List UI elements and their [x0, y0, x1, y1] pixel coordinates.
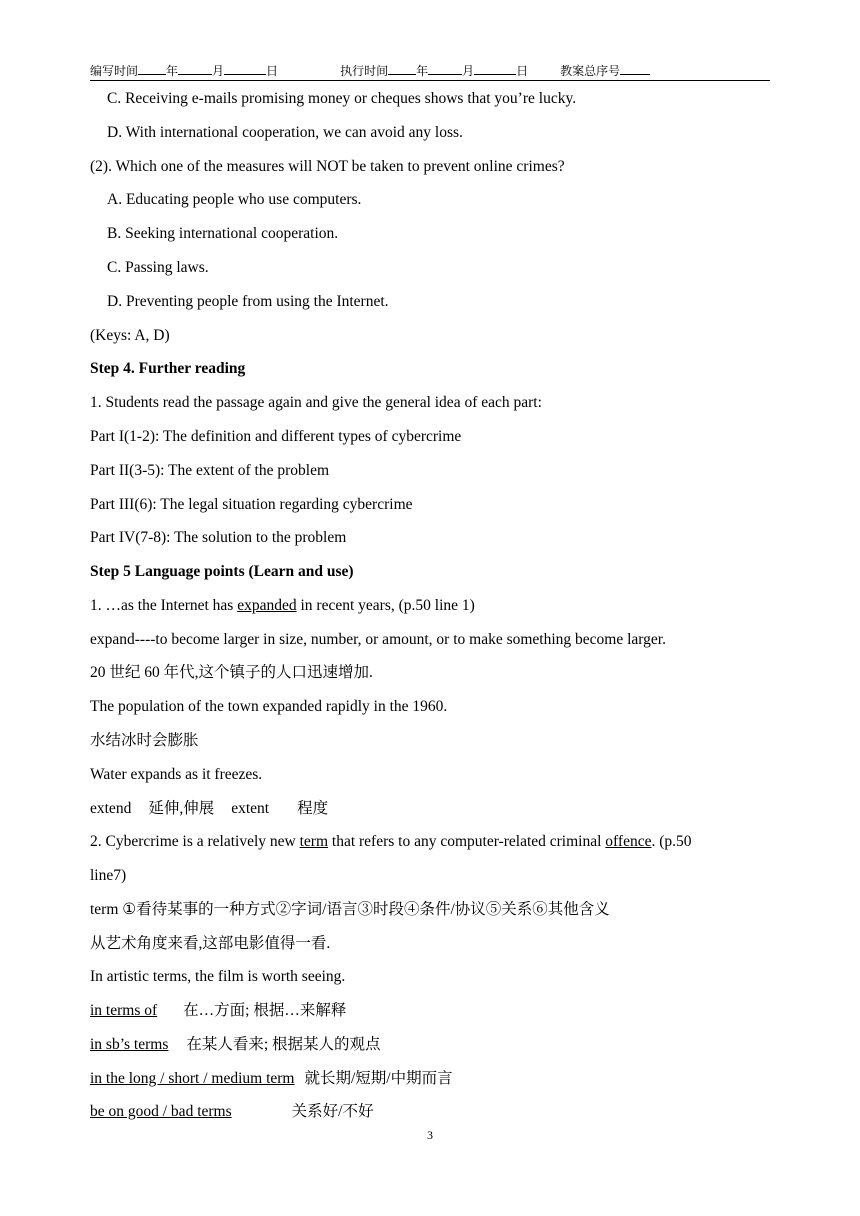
write-time-label: 编写时间	[90, 64, 139, 78]
phrase-line	[90, 1001, 346, 1021]
text-line: The population of the town expanded rapidly in the 1960.	[90, 698, 448, 715]
month-label: 月	[212, 64, 225, 78]
text-line: Part III(6): The legal situation regarding cybercrime	[90, 496, 413, 513]
text-line: 从艺术角度来看,这部电影值得一看.	[90, 935, 331, 952]
step-heading: Step 5 Language points (Learn and use)	[90, 563, 354, 580]
day-label: 日	[516, 64, 529, 78]
year-label: 年	[166, 64, 179, 78]
page-number: 3	[427, 1128, 433, 1142]
text-segment: . (p.50	[651, 833, 692, 850]
blank-field	[224, 62, 266, 75]
keyword: offence	[605, 833, 652, 850]
word: extent	[231, 800, 270, 817]
phrase: in the long / short / medium term	[90, 1070, 295, 1087]
phrase: in sb’s terms	[90, 1036, 169, 1053]
text-line: 1. Students read the passage again and give the general idea of each part:	[90, 394, 542, 411]
text-line: Water expands as it freezes.	[90, 766, 263, 783]
blank-field	[474, 62, 516, 75]
phrase-line	[90, 1102, 373, 1122]
text-line: 水结冰时会膨胀	[90, 732, 199, 749]
phrase: in terms of	[90, 1002, 158, 1019]
option-line: B. Seeking international cooperation.	[107, 225, 339, 242]
option-line: C. Receiving e-mails promising money or cheques shows that you’re lucky.	[107, 90, 577, 107]
blank-field	[178, 62, 212, 75]
serial-label: 教案总序号	[560, 64, 621, 78]
text-line	[90, 799, 328, 819]
text-line: Part II(3-5): The extent of the problem	[90, 462, 330, 479]
phrase: be on good / bad terms	[90, 1103, 232, 1120]
text-line: expand----to become larger in size, number, or amount, or to make something become larger.	[90, 631, 666, 648]
option-line: D. Preventing people from using the Internet.	[107, 293, 389, 310]
text-line: term ①看待某事的一种方式②字词/语言③时段④条件/协议⑤关系⑥其他含义	[90, 901, 610, 918]
meaning: 在…方面; 根据…来解释	[183, 1002, 347, 1019]
text-line	[90, 596, 475, 616]
text-segment: 2. Cybercrime is a relatively new	[90, 833, 300, 850]
option-line: D. With international cooperation, we can avoid any loss.	[107, 124, 463, 141]
question-line: (2). Which one of the measures will NOT be taken to prevent online crimes?	[90, 158, 565, 175]
page-header	[90, 62, 770, 81]
text-line: In artistic terms, the film is worth seeing.	[90, 968, 346, 985]
keyword: expanded	[237, 597, 297, 614]
phrase-line	[90, 1069, 453, 1089]
text-line: Part I(1-2): The definition and different types of cybercrime	[90, 428, 462, 445]
keys-line: (Keys: A, D)	[90, 327, 170, 344]
meaning: 程度	[297, 800, 329, 817]
text-line: Part IV(7-8): The solution to the problem	[90, 529, 347, 546]
text-line: line7)	[90, 867, 127, 884]
blank-field	[388, 62, 416, 75]
text-segment: that refers to any computer-related criminal	[328, 833, 606, 850]
blank-field	[428, 62, 462, 75]
blank-field	[620, 62, 650, 75]
phrase-line	[90, 1035, 381, 1055]
step-heading: Step 4. Further reading	[90, 360, 246, 377]
text-segment: in recent years, (p.50 line 1)	[296, 597, 475, 614]
blank-field	[138, 62, 166, 75]
month-label: 月	[462, 64, 475, 78]
meaning: 在某人看来; 根据某人的观点	[186, 1036, 381, 1053]
exec-time-label: 执行时间	[340, 64, 389, 78]
year-label: 年	[416, 64, 429, 78]
option-line: A. Educating people who use computers.	[107, 191, 362, 208]
word: extend	[90, 800, 132, 817]
meaning: 就长期/短期/中期而言	[304, 1070, 453, 1087]
option-line: C. Passing laws.	[107, 259, 209, 276]
day-label: 日	[266, 64, 279, 78]
text-line	[90, 832, 692, 852]
keyword: term	[299, 833, 329, 850]
text-segment: 1. …as the Internet has	[90, 597, 238, 614]
text-line: 20 世纪 60 年代,这个镇子的人口迅速增加.	[90, 664, 373, 681]
meaning: 延伸,伸展	[148, 800, 215, 817]
meaning: 关系好/不好	[291, 1103, 374, 1120]
